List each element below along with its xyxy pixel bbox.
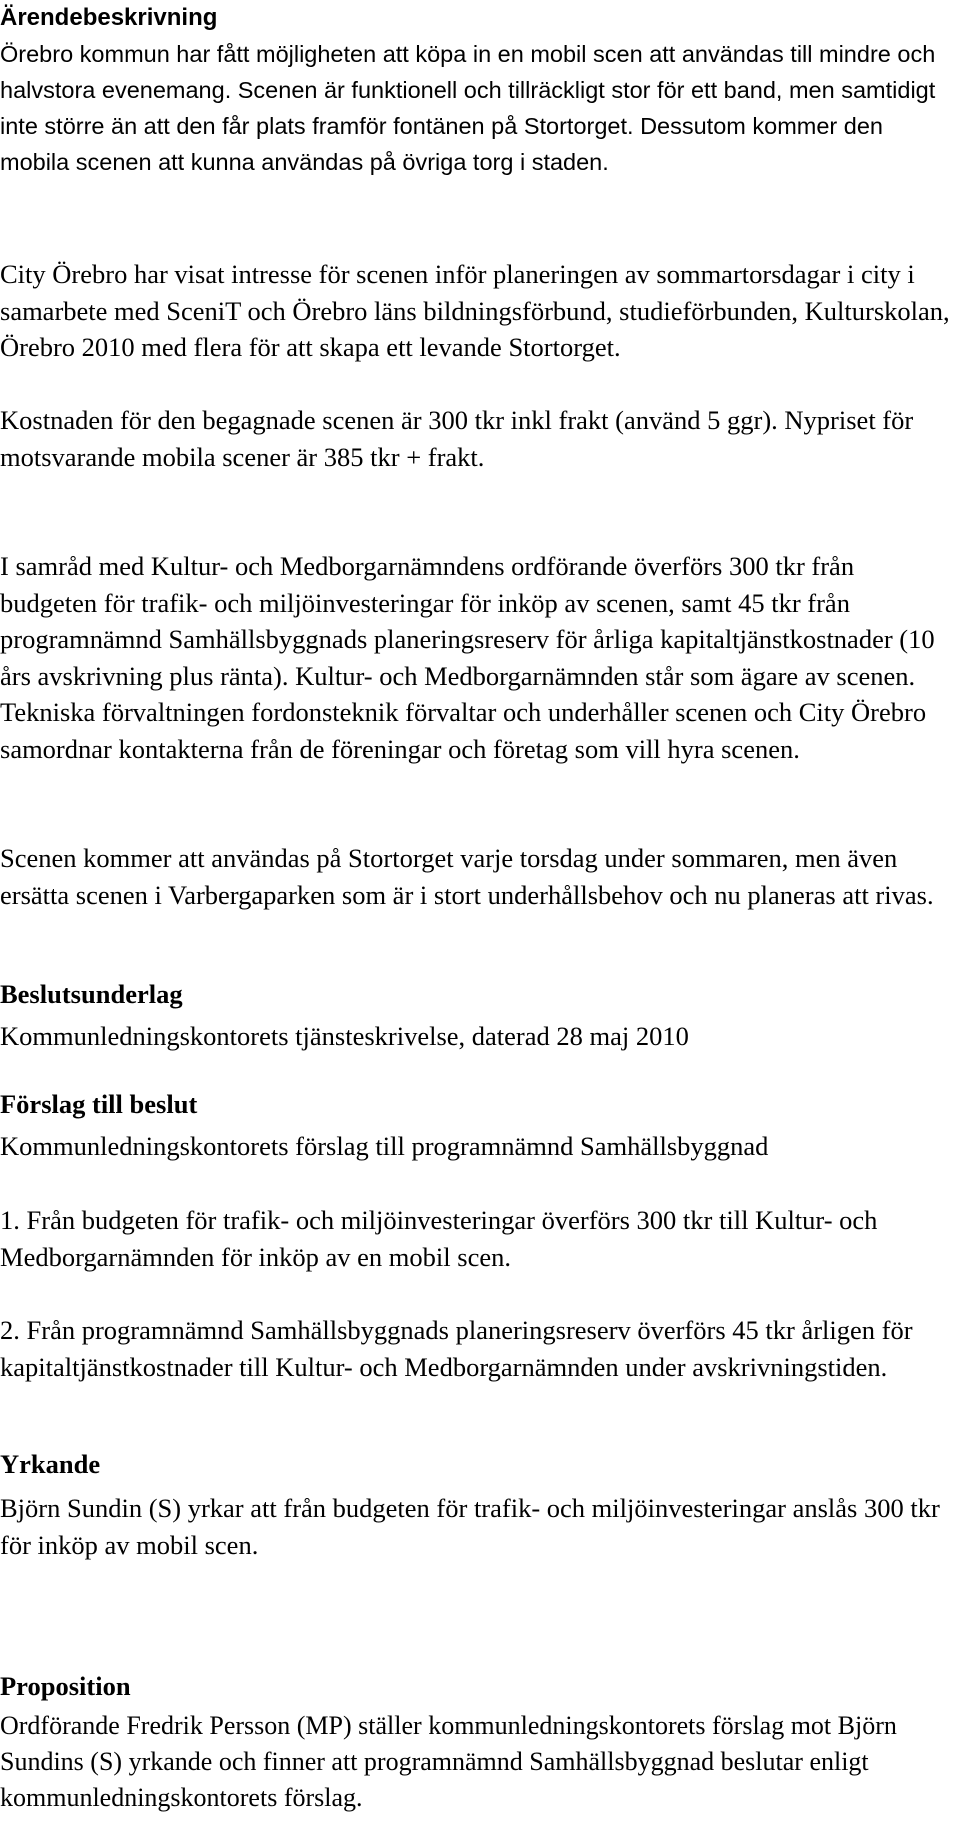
heading-proposition: Proposition <box>0 1671 131 1701</box>
paragraph-city-orebro: City Örebro har visat intresse för scenen inför planeringen av sommartorsdagar i city i samarbete med SceniT och Örebro läns bildningsförbund, studieförbunden, Kulturskolan, Örebro 2010 med flera för att skapa ett levande Stortorget. <box>0 259 950 362</box>
heading-arendebeskrivning: Ärendebeskrivning <box>0 4 218 31</box>
paragraph-intro: Örebro kommun har fått möjligheten att köpa in en mobil scen att användas till mindre och halvstora evenemang. Scenen är funktionell och tillräckligt stor för ett band, men samtidigt inte större än att den får plats framför fontänen på Stortorget. Dessutom kommer den mobila scenen att kunna användas på övriga torg i staden. <box>0 41 936 175</box>
forslag-item-1: 1. Från budgeten för trafik- och miljöinvesteringar överförs 300 tkr till Kultur- och Medborgarnämnden för inköp av en mobil scen. <box>0 1205 878 1272</box>
forslag-item-2: 2. Från programnämnd Samhällsbyggnads planeringsreserv överförs 45 tkr årligen för kapitaltjänstkostnader till Kultur- och Medborgarnämnden under avskrivningstiden. <box>0 1315 913 1382</box>
paragraph-anvandning: Scenen kommer att användas på Stortorget varje torsdag under sommaren, men även ersätta scenen i Varbergaparken som är i stort underhållsbehov och nu planeras att rivas. <box>0 843 934 910</box>
heading-yrkande: Yrkande <box>0 1449 101 1479</box>
text-yrkande: Björn Sundin (S) yrkar att från budgeten för trafik- och miljöinvesteringar anslås 300 tkr för inköp av mobil scen. <box>0 1493 940 1560</box>
heading-forslag-till-beslut: Förslag till beslut <box>0 1089 198 1119</box>
text-proposition: Ordförande Fredrik Persson (MP) ställer kommunledningskontorets förslag mot Björn Sundins (S) yrkande och finner att programnämnd Samhällsbyggnad beslutar enligt kommunledningskontorets förslag. <box>0 1711 897 1812</box>
paragraph-samrad: I samråd med Kultur- och Medborgarnämndens ordförande överförs 300 tkr från budgeten för trafik- och miljöinvesteringar för inköp av scenen, samt 45 tkr från programnämnd Samhällsbyggnads planeringsreserv för årliga kapitaltjänstkostnader (10 års avskrivning plus ränta). Kultur- och Medborgarnämnden står som ägare av scenen. Tekniska förvaltningen fordonsteknik förvaltar och underhåller scenen och City Örebro samordnar kontakterna från de föreningar och företag som vill hyra scenen. <box>0 551 935 764</box>
text-forslag-intro: Kommunledningskontorets förslag till programnämnd Samhällsbyggnad <box>0 1131 769 1161</box>
heading-beslutsunderlag: Beslutsunderlag <box>0 979 183 1009</box>
paragraph-kostnad: Kostnaden för den begagnade scenen är 300 tkr inkl frakt (använd 5 ggr). Nypriset för motsvarande mobila scener är 385 tkr + frakt. <box>0 405 914 472</box>
text-beslutsunderlag: Kommunledningskontorets tjänsteskrivelse, daterad 28 maj 2010 <box>0 1021 689 1051</box>
